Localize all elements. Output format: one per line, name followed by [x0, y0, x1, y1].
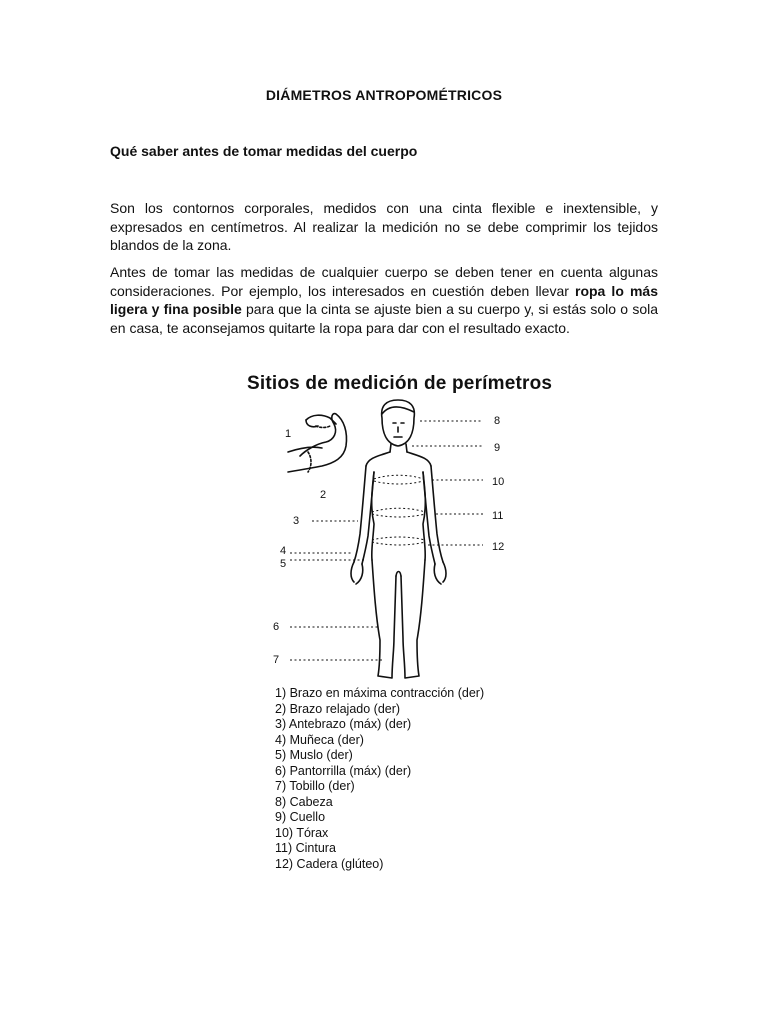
paragraph-text-before: Antes de tomar las medidas de cualquier cuerpo se deben tener en cuenta algunas consideraciones. Por ejemplo, los interesados en cuestión deben llevar — [110, 264, 658, 299]
marker-9: 9 — [494, 442, 501, 454]
marker-2: 2 — [320, 489, 327, 501]
marker-10: 10 — [492, 476, 505, 488]
flexed-arm-drawing — [288, 414, 347, 472]
marker-6: 6 — [273, 621, 280, 633]
marker-4: 4 — [280, 545, 287, 557]
marker-5: 5 — [280, 558, 287, 570]
marker-7: 7 — [273, 654, 280, 666]
figure-title: Sitios de medición de perímetros — [247, 373, 553, 394]
legend-item: 7) Tobillo (der) — [275, 779, 355, 793]
marker-12: 12 — [492, 541, 505, 553]
legend-item: 6) Pantorrilla (máx) (der) — [275, 763, 412, 778]
paragraph-contornos: Son los contornos corporales, medidos con una cinta flexible e inextensible, y expresados en centímetros. Al realizar la medición no se debe comprimir los tejidos blandos de la zona. — [110, 200, 658, 253]
legend-item: 5) Muslo (der) — [275, 748, 353, 762]
legend-item: 10) Tórax — [275, 825, 329, 840]
legend-item: 11) Cintura — [275, 841, 336, 855]
legend-item: 3) Antebrazo (máx) (der) — [275, 717, 412, 731]
human-figure-drawing — [351, 400, 446, 678]
legend-item: 1) Brazo en máxima contracción (der) — [275, 686, 485, 700]
legend-item: 12) Cadera (glúteo) — [275, 856, 384, 871]
document-title: DIÁMETROS ANTROPOMÉTRICOS — [265, 87, 503, 103]
legend-item: 8) Cabeza — [275, 794, 333, 809]
legend-item: 9) Cuello — [275, 810, 326, 824]
marker-8: 8 — [494, 415, 501, 427]
paragraph-bold-phrase: ropa lo más ligera y fina posible — [110, 282, 658, 317]
legend-item: 2) Brazo relajado (der) — [275, 701, 401, 716]
marker-11: 11 — [492, 510, 504, 522]
legend-item: 4) Muñeca (der) — [275, 732, 364, 747]
measurement-legend — [275, 686, 484, 872]
marker-3: 3 — [293, 515, 300, 527]
measurement-guides — [290, 421, 483, 660]
document-subtitle: Qué saber antes de tomar medidas del cuerpo — [110, 143, 418, 159]
marker-1: 1 — [285, 428, 292, 440]
paragraph-text-after: para que la cinta se ajuste bien a su cuerpo y, si estás solo o sola en casa, te aconsejamos quitarte la ropa para dar con el resultado exacto. — [110, 301, 659, 336]
